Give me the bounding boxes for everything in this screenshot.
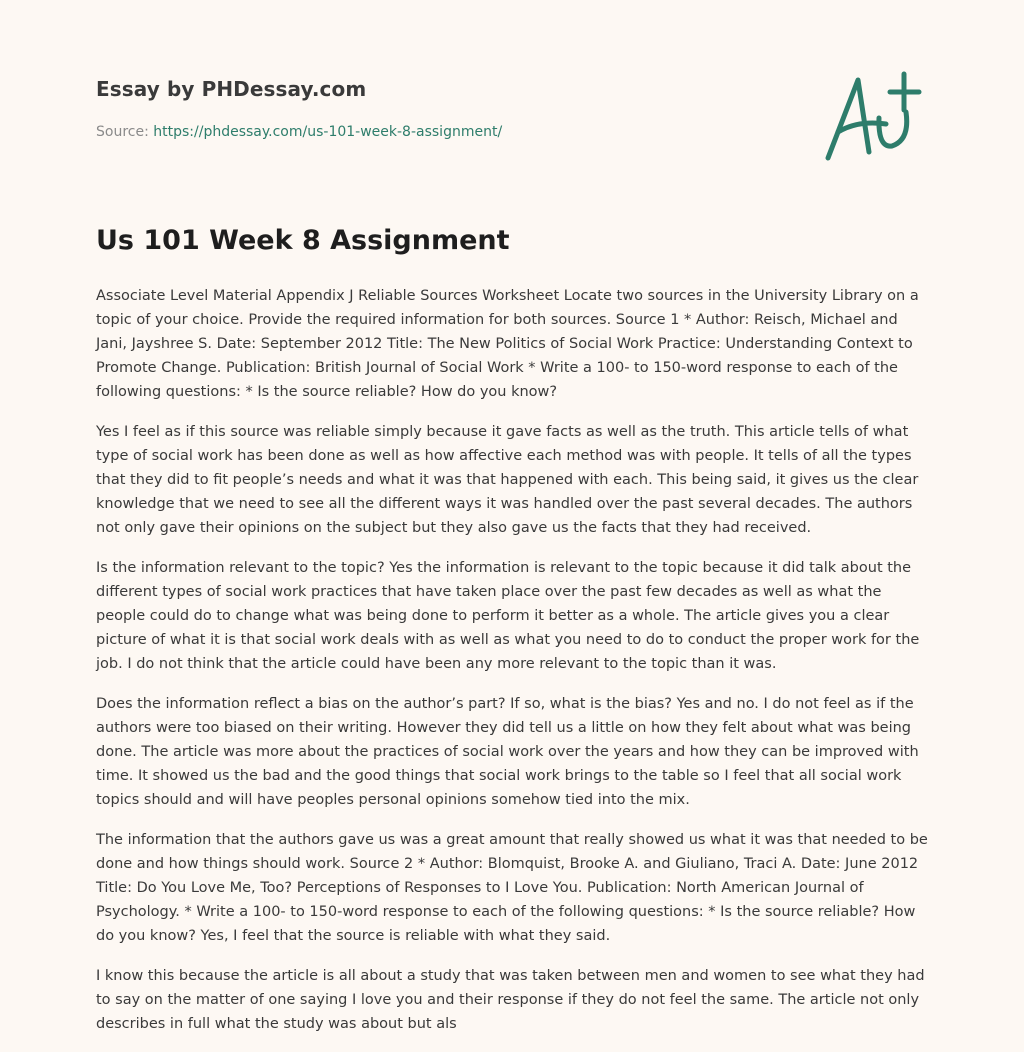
a-plus-logo-icon [824,68,928,164]
site-brand: Essay by PHDessay.com [96,77,367,101]
article-paragraph: The information that the authors gave us was a great amount that really showed us what it was that needed to be done and how things should work. Source 2 * Author: Blomquist, Brooke A. and Giuliano, Traci A. Date: June 2012 Title: Do You Love Me, Too? Perceptions of Responses to I Love You. Publication: North American Journal of Psychology. * Write a 100- to 150-word response to each of the following questions: * Is the source reliable? How do you know? Yes, I feel that the source is reliable with what they said. [96,832,928,944]
article-paragraph: Associate Level Material Appendix J Reliable Sources Worksheet Locate two sources in the University Library on a topic of your choice. Provide the required information for both sources. Source 1 * Author: Reisch, Michael and Jani, Jayshree S. Date: September 2012 Title: The New Politics of Social Work Practice: Understanding Context to Promote Change. Publication: British Journal of Social Work * Write a 100- to 150-word response to each of the following questions: * Is the source reliable? How do you know? [96,288,919,400]
article-paragraph: Does the information reflect a bias on the author’s part? If so, what is the bias? Yes and no. I do not feel as if the authors were too biased on their writing. However they did tell us a little on how they felt about what was being done. The article was more about the practices of social work over the years and how they can be improved with time. It showed us the bad and the good things that social work brings to the table so I feel that all social work topics should and will have peoples personal opinions somehow tied into the mix. [96,696,919,808]
article-body [96,284,928,1052]
article-title: Us 101 Week 8 Assignment [96,225,510,256]
article-paragraph: I know this because the article is all about a study that was taken between men and women to see what they had to say on the matter of one saying I love you and their response if they do not feel the same. The article not only describes in full what the study was about but als [96,968,925,1032]
source-line [96,124,502,140]
source-link[interactable]: https://phdessay.com/us-101-week-8-assignment/ [153,124,503,140]
source-label: Source: [96,124,154,140]
article-paragraph: Yes I feel as if this source was reliable simply because it gave facts as well as the truth. This article tells of what type of social work has been done as well as how affective each method was with people. It tells of all the types that they did to fit people’s needs and what it was that happened with each. This being said, it gives us the clear knowledge that we need to see all the different ways it was handled over the past several decades. The authors not only gave their opinions on the subject but they also gave us the facts that they had received. [96,424,919,536]
article-paragraph: Is the information relevant to the topic? Yes the information is relevant to the topic because it did talk about the different types of social work practices that have taken place over the past few decades as well as what the people could do to change what was being done to perform it better as a whole. The article gives you a clear picture of what it is that social work deals with as well as what you need to do to conduct the proper work for the job. I do not think that the article could have been any more relevant to the topic than it was. [96,560,920,672]
